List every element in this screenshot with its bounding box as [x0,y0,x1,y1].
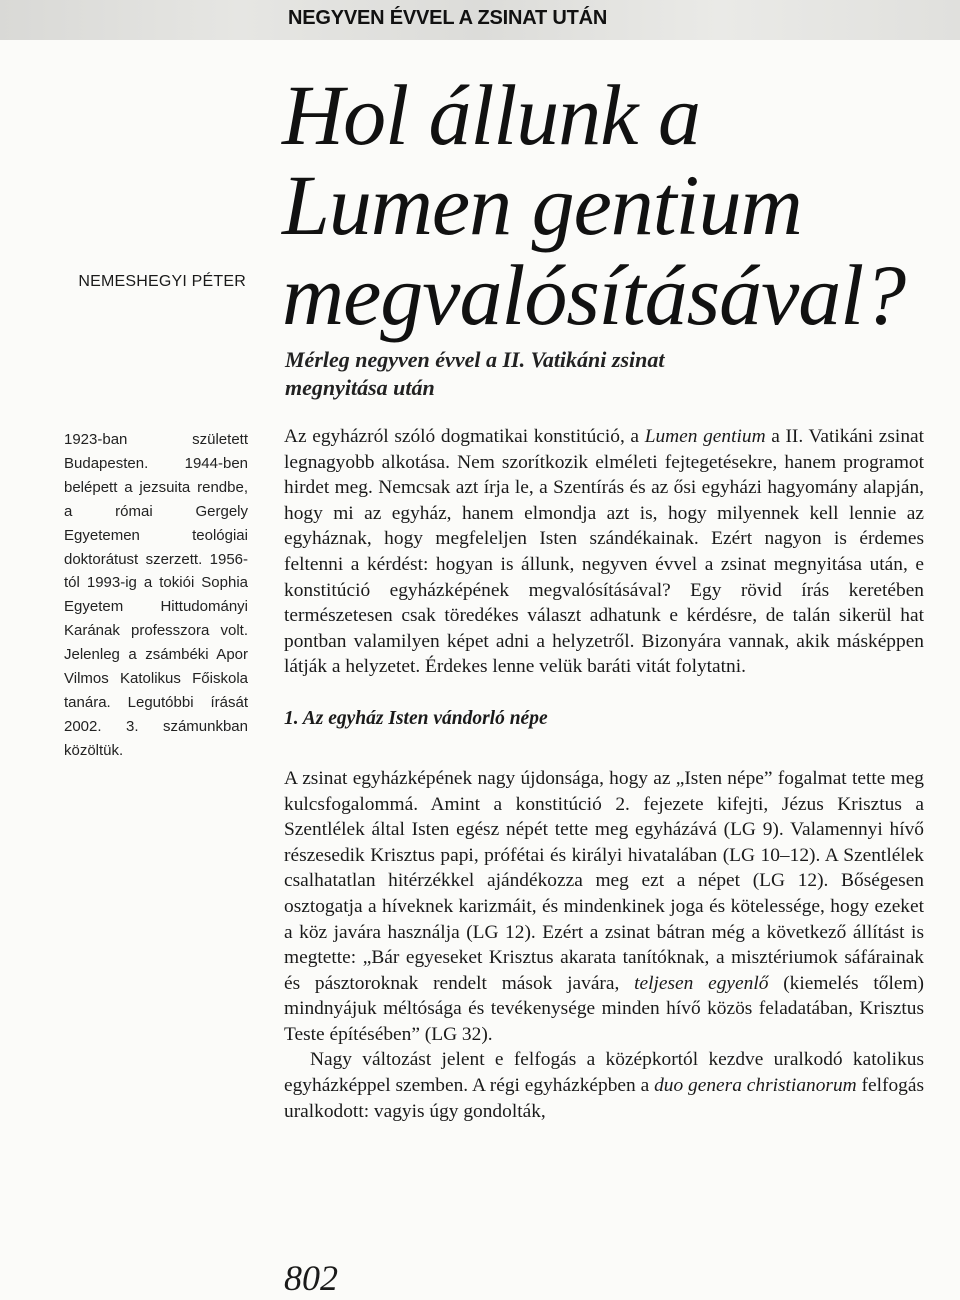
page-number: 802 [284,1258,338,1298]
title-line: Hol állunk a [282,67,700,163]
subtitle-line: megnyitása után [285,375,435,400]
body-paragraph [284,1047,924,1124]
article-body [284,424,924,1124]
section-heading: 1. Az egyház Isten vándorló népe [284,707,548,729]
title-line: Lumen gentium [282,157,802,253]
title-line: megvalósításával? [282,247,906,343]
subtitle-line: Mérleg negyven évvel a II. Vatikáni zsinat [285,347,665,372]
intro-paragraph [284,424,924,680]
text-run: A zsinat egyházképének nagy újdonsága, hogy az „Isten népe” fogalmat tette meg kulcsfogalommá. Amint a konstitúció 2. fejezete kifejti, Jézus Krisztus a Szentlélek által Isten egész népét tette meg egyházává (LG 9). Valamennyi hívő részesedik Krisztus papi, prófétai és királyi hivatalában (LG 10–12). A Szentlélek csalhatatlan hitérzékkel ajándékozza meg ezt a népet (LG 12). Bőségesen osztogatja a híveknek karizmáit, és mindenkinek joga és kötelessége, hogy ezeket a köz javára használja (LG 12). Ezért a zsinat bátran még a következő állítást is megtette: „Bár egyeseket Krisztus akarata tanítóknak, a misztériumok sáfárainak és pásztoroknak rendelt mások javára, [284,767,924,994]
article-title [282,67,906,343]
italic-text: Lumen gentium [644,426,766,447]
body-paragraph [284,766,924,1048]
text-run: a II. Vatikáni zsinat legnagyobb alkotása. Nem szorítkozik elméleti fejtegetésekre, hanem programot hirdet meg. Nemcsak azt írja le, a Szentírás és az ősi egyházi hagyomány alapján, hogy mi az egyház, hanem elmondja azt is, hogy milyennek kell lennie az egyháznak, hogy megfeleljen Isten szándékainak. Ezért nagyon is érdemes feltenni a kérdést: hogyan is állunk, negyven évvel a zsinat megnyitása után, e konstitúció egyházképének megvalósításával? Egy rövid írás keretében természetesen csak töredékes választ adhatunk e kérdésre, de talán sikerül hat pontban valamilyen képet adni a helyzetről. Bizonyára vannak, akik másképpen látják a helyzetet. Érdekes lenne velük baráti vitát folytatni. [284,426,925,678]
author-bio: 1923-ban született Budapesten. 1944-ben belépett a jezsuita rendbe, a római Gergely Egyetemen teológiai doktorátust szerzett. 1956-tól 1993-ig a tokiói Sophia Egyetem Hittudományi Karának professzora volt. Jelenleg a zsámbéki Apor Vilmos Katolikus Főiskola tanára. Legutóbbi írását 2002. 3. számunkban közöltük. [64,431,248,759]
text-run: Nagy változást jelent e felfogás a középkortól kezdve uralkodó katolikus egyházképpel szemben. A régi egyházképben a [284,1049,924,1097]
section-label: NEGYVEN ÉVVEL A ZSINAT UTÁN [288,7,608,29]
text-run: felfogás uralkodott: vagyis úgy gondolták, [284,1075,924,1122]
italic-text: duo genera christianorum [654,1075,857,1097]
author-name: NEMESHEGYI PÉTER [78,273,246,290]
header-band [0,0,960,40]
text-run: Az egyházról szóló dogmatikai konstitúció, a [284,426,645,447]
italic-text: teljesen egyenlő [634,972,769,994]
article-subtitle [285,346,825,402]
text-run: (kiemelés tőlem) mindnyájuk méltósága és tevékenysége minden hívő közös feladatában, Krisztus Teste építésében” (LG 32). [284,972,924,1045]
